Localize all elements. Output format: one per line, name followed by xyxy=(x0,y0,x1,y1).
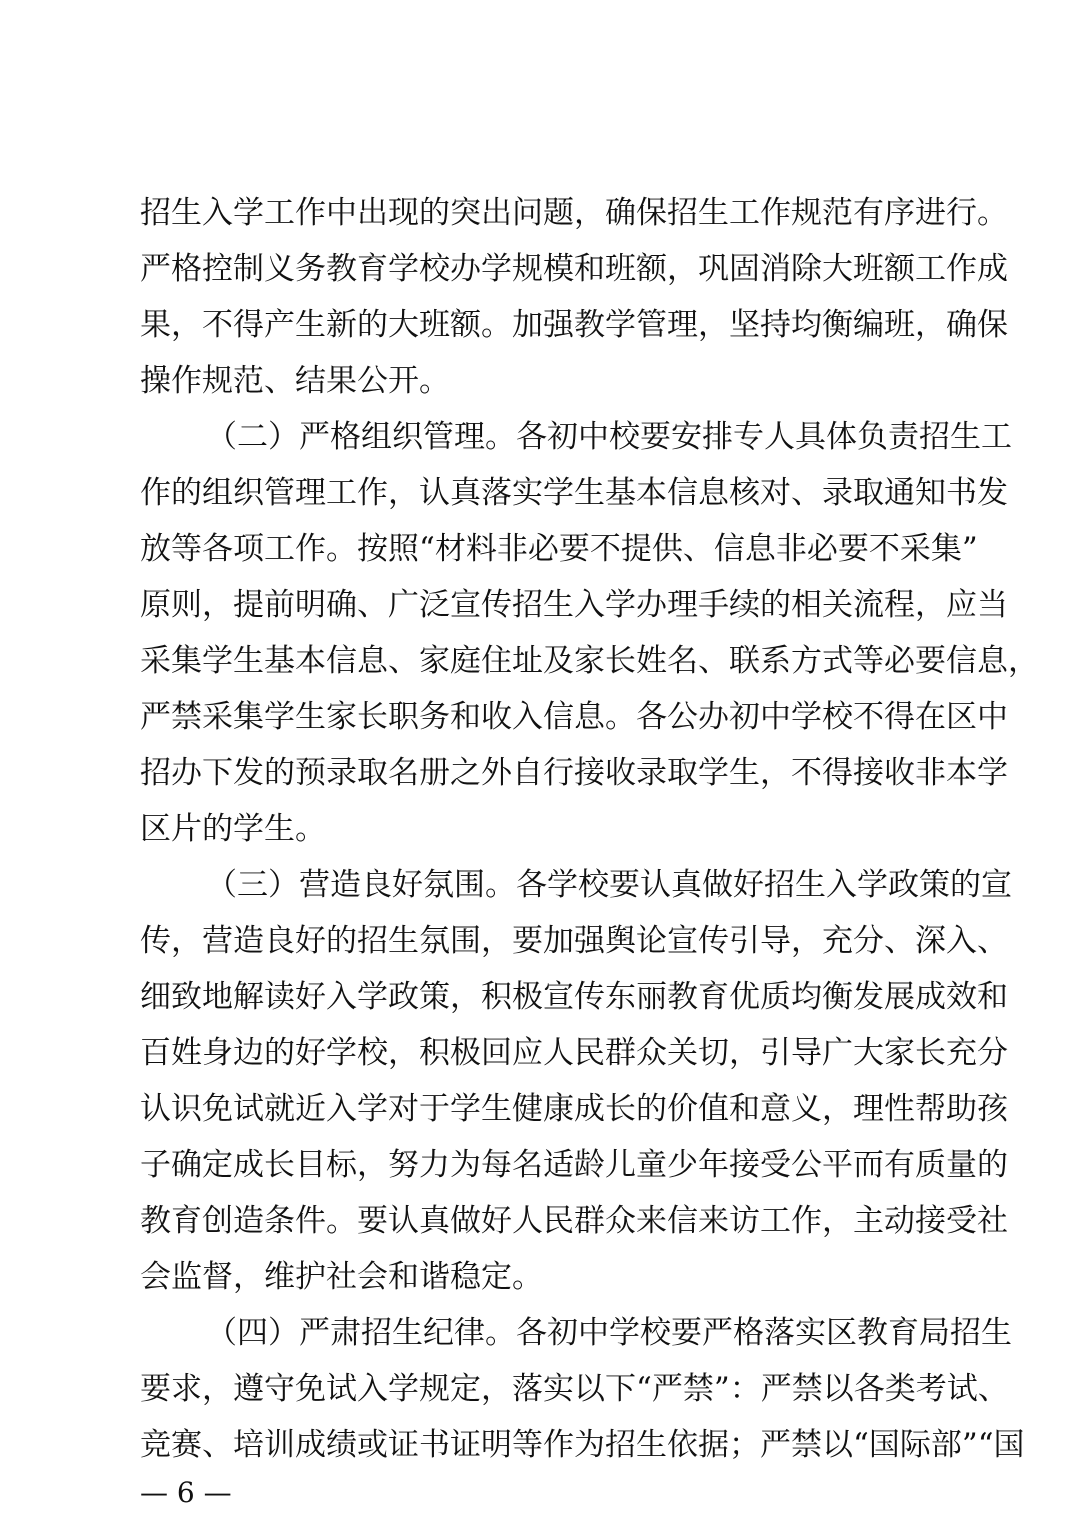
paragraph-line: 操作规范、结果公开。 xyxy=(140,363,450,399)
paragraph-line: 认识免试就近入学对于学生健康成长的价值和意义，理性帮助孩 xyxy=(140,1091,1008,1127)
paragraph-line: 招办下发的预录取名册之外自行接收录取学生，不得接收非本学 xyxy=(140,755,1008,791)
paragraph-line: 放等各项工作。按照“材料非必要不提供、信息非必要不采集” xyxy=(140,531,978,567)
paragraph-line: 教育创造条件。要认真做好人民群众来信来访工作，主动接受社 xyxy=(140,1203,1008,1239)
section-heading-2-text: 各初中校要安排专人具体负责招生工 xyxy=(516,419,1012,455)
section-heading-line xyxy=(206,1313,1012,1353)
paragraph-line: 严禁采集学生家长职务和收入信息。各公办初中学校不得在区中 xyxy=(140,699,1008,735)
section-heading-4: （四）严肃招生纪律。 xyxy=(206,1315,516,1351)
paragraph-line: 要求，遵守免试入学规定，落实以下“严禁”：严禁以各类考试、 xyxy=(140,1371,1009,1407)
page-number: — 6 — xyxy=(140,1476,232,1509)
section-heading-line xyxy=(206,865,1012,905)
paragraph-line: 作的组织管理工作，认真落实学生基本信息核对、录取通知书发 xyxy=(140,475,1008,511)
section-heading-3: （三）营造良好氛围。 xyxy=(206,867,516,903)
paragraph-line: 区片的学生。 xyxy=(140,811,326,847)
section-heading-line xyxy=(206,417,1012,457)
paragraph-line: 细致地解读好入学政策，积极宣传东丽教育优质均衡发展成效和 xyxy=(140,979,1008,1015)
paragraph-line: 百姓身边的好学校，积极回应人民群众关切，引导广大家长充分 xyxy=(140,1035,1008,1071)
paragraph-line: 子确定成长目标，努力为每名适龄儿童少年接受公平而有质量的 xyxy=(140,1147,1008,1183)
section-heading-2: （二）严格组织管理。 xyxy=(206,419,516,455)
paragraph-line: 招生入学工作中出现的突出问题，确保招生工作规范有序进行。 xyxy=(140,195,1008,231)
paragraph-line: 采集学生基本信息、家庭住址及家长姓名、联系方式等必要信息， xyxy=(140,643,1039,679)
paragraph-line: 果，不得产生新的大班额。加强教学管理，坚持均衡编班，确保 xyxy=(140,307,1008,343)
section-heading-4-text: 各初中学校要严格落实区教育局招生 xyxy=(516,1315,1012,1351)
paragraph-line: 传，营造良好的招生氛围，要加强舆论宣传引导，充分、深入、 xyxy=(140,923,1008,959)
paragraph-line: 竞赛、培训成绩或证书证明等作为招生依据；严禁以“国际部”“国 xyxy=(140,1427,1025,1463)
paragraph-line: 会监督，维护社会和谐稳定。 xyxy=(140,1259,543,1295)
paragraph-line: 原则，提前明确、广泛宣传招生入学办理手续的相关流程，应当 xyxy=(140,587,1008,623)
paragraph-line: 严格控制义务教育学校办学规模和班额，巩固消除大班额工作成 xyxy=(140,251,1008,287)
section-heading-3-text: 各学校要认真做好招生入学政策的宣 xyxy=(516,867,1012,903)
